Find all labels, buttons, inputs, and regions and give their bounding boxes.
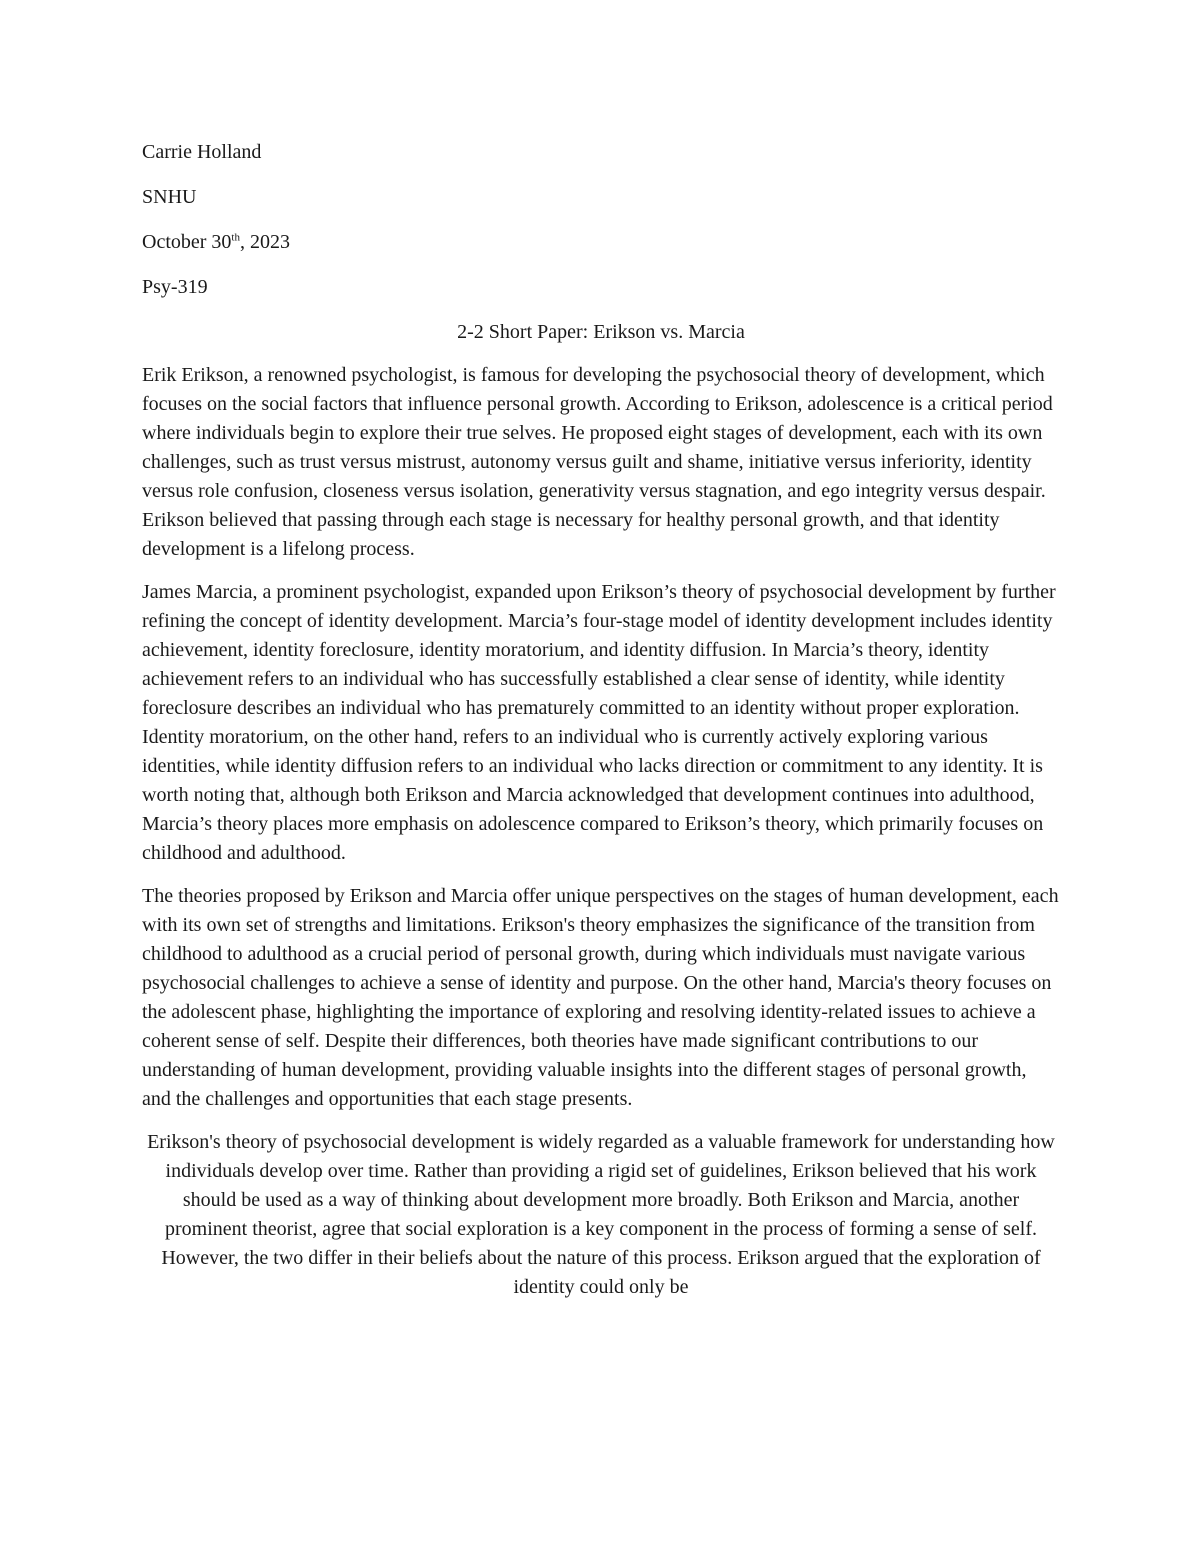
date-month-day: October 30 [142, 231, 232, 253]
paragraph-framework: Erikson's theory of psychosocial development is widely regarded as a valuable framework for understanding how individuals develop over time. Rather than providing a rigid set of guidelines, Erikson believed that his work should be used as a way of thinking about development more broadly. Both Erikson and Marcia, another prominent theorist, agree that social exploration is a key component in the process of forming a sense of self. However, the two differ in their beliefs about the nature of this process. Erikson argued that the exploration of identity could only be [147, 1131, 1055, 1298]
date-ordinal-suffix: th [231, 231, 240, 244]
document-date [142, 230, 1060, 255]
paper-title: 2-2 Short Paper: Erikson vs. Marcia [457, 321, 745, 343]
paragraph-erikson-theory: Erik Erikson, a renowned psychologist, is famous for developing the psychosocial theory of development, which focuses on the social factors that influence personal growth. According to Erikson, adolescence is a critical period where individuals begin to explore their true selves. He proposed eight stages of development, each with its own challenges, such as trust versus mistrust, autonomy versus guilt and shame, initiative versus inferiority, identity versus role confusion, closeness versus isolation, generativity versus stagnation, and ego integrity versus despair. Erikson believed that passing through each stage is necessary for healthy personal growth, and that identity development is a lifelong process. [142, 364, 1053, 560]
paragraph-marcia-theory: James Marcia, a prominent psychologist, expanded upon Erikson’s theory of psychosocial development by further refining the concept of identity development. Marcia’s four-stage model of identity development includes identity achievement, identity foreclosure, identity moratorium, and identity diffusion. In Marcia’s theory, identity achievement refers to an individual who has successfully established a clear sense of identity, while identity foreclosure describes an individual who has prematurely committed to an identity without proper exploration. Identity moratorium, on the other hand, refers to an individual who is currently actively exploring various identities, while identity diffusion refers to an individual who lacks direction or commitment to any identity. It is worth noting that, although both Erikson and Marcia acknowledged that development continues into adulthood, Marcia’s theory places more emphasis on adolescence compared to Erikson’s theory, which primarily focuses on childhood and adulthood. [142, 581, 1056, 864]
paragraph-comparison: The theories proposed by Erikson and Marcia offer unique perspectives on the stages of human development, each with its own set of strengths and limitations. Erikson's theory emphasizes the significance of the transition from childhood to adulthood as a crucial period of personal growth, during which individuals must navigate various psychosocial challenges to achieve a sense of identity and purpose. On the other hand, Marcia's theory focuses on the adolescent phase, highlighting the importance of exploring and resolving identity-related issues to achieve a coherent sense of self. Despite their differences, both theories have made significant contributions to our understanding of human development, providing valuable insights into the different stages of personal growth, and the challenges and opportunities that each stage presents. [142, 885, 1059, 1110]
institution-name: SNHU [142, 186, 197, 208]
author-name: Carrie Holland [142, 141, 262, 163]
date-year: , 2023 [239, 231, 290, 253]
course-code: Psy-319 [142, 276, 208, 298]
document-body [142, 140, 1060, 1316]
